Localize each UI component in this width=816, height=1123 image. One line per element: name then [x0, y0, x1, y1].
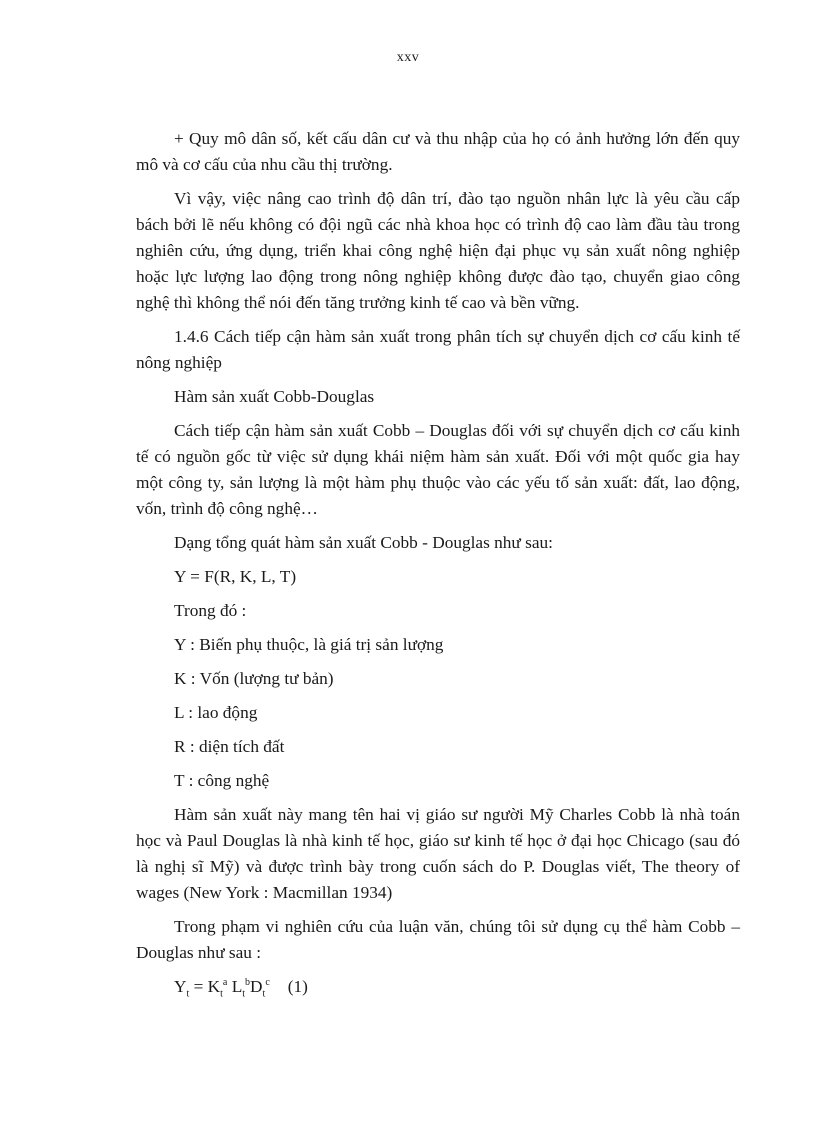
eq-d-subscript: t	[262, 988, 266, 1000]
where-label: Trong đó :	[174, 601, 247, 620]
paragraph-approach: Cách tiếp cận hàm sản xuất Cobb – Douglas đối với sự chuyển dịch cơ cấu kinh tế có nguồn gốc từ việc sử dụng khái niệm hàm sản xuất. Đối với một quốc gia hay một công ty, sản lượng là một hàm phụ thuộc vào các yếu tố sản xuất: đất, lao động, vốn, trình độ công nghệ…	[136, 421, 740, 518]
variable-r: R : diện tích đất	[174, 737, 285, 756]
eq-equals: =	[189, 977, 208, 996]
eq-l-exponent: b	[245, 977, 251, 989]
variable-y: Y : Biến phụ thuộc, là giá trị sản lượng	[174, 635, 444, 654]
variable-k: K : Vốn (lượng tư bản)	[174, 669, 334, 688]
paragraph-history: Hàm sản xuất này mang tên hai vị giáo sư người Mỹ Charles Cobb là nhà toán học và Paul Douglas là nhà kinh tế học, giáo sư kinh tế học ở đại học Chicago (sau đó là nghị sĩ Mỹ) và được trình bày trong cuốn sách do P. Douglas viết, The theory of wages (New York : Macmillan 1934)	[136, 805, 740, 902]
general-formula: Y = F(R, K, L, T)	[174, 567, 297, 586]
eq-k: K	[207, 977, 221, 996]
paragraph-education: Vì vậy, việc nâng cao trình độ dân trí, đào tạo nguồn nhân lực là yêu cầu cấp bách bởi lẽ nếu không có đội ngũ các nhà khoa học có trình độ cao làm đầu tàu trong nghiên cứu, ứng dụng, triển khai công nghệ hiện đại phục vụ sản xuất nông nghiệp hoặc lực lượng lao động trong nông nghiệp không được đào tạo, chuyển giao công nghệ thì không thể nói đến tăng trưởng kinh tế cao và bền vững.	[136, 189, 740, 312]
eq-l-subscript: t	[242, 988, 246, 1000]
variable-t: T : công nghệ	[174, 771, 270, 790]
equation-number: (1)	[287, 977, 308, 996]
eq-y: Y	[174, 977, 187, 996]
eq-k-subscript: t	[220, 988, 223, 1000]
section-heading: 1.4.6 Cách tiếp cận hàm sản xuất trong phân tích sự chuyển dịch cơ cấu kinh tế nông nghiệp	[136, 327, 740, 372]
eq-d-exponent: c	[265, 977, 270, 989]
paragraph-scope: Trong phạm vi nghiên cứu của luận văn, chúng tôi sử dụng cụ thể hàm Cobb – Douglas như sau :	[136, 917, 740, 962]
general-form-intro: Dạng tổng quát hàm sản xuất Cobb - Douglas như sau:	[174, 533, 553, 552]
paragraph-population: + Quy mô dân số, kết cấu dân cư và thu nhập của họ có ảnh hưởng lớn đến quy mô và cơ cấu của nhu cầu thị trường.	[136, 129, 740, 174]
cobb-douglas-equation	[136, 974, 740, 1000]
subheading-cobb-douglas: Hàm sản xuất Cobb-Douglas	[174, 387, 375, 406]
eq-l: L	[231, 977, 243, 996]
eq-y-subscript: t	[186, 988, 190, 1000]
eq-d: D	[250, 977, 263, 996]
page-number: xxv	[396, 50, 420, 65]
eq-k-exponent: a	[222, 977, 228, 989]
document-body	[136, 126, 740, 1000]
variable-l: L : lao động	[174, 703, 258, 722]
